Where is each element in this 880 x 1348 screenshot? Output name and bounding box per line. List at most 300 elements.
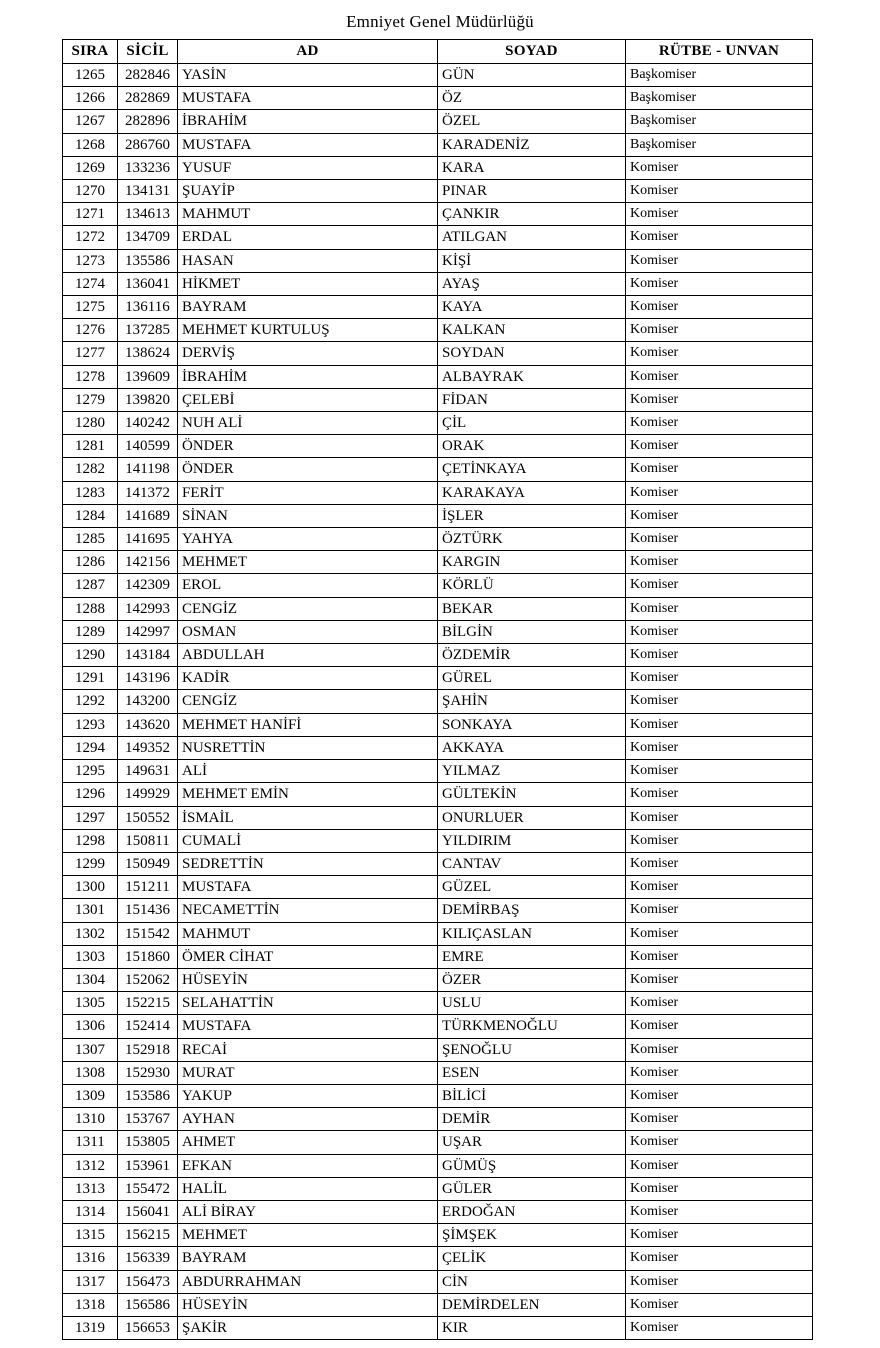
table-row <box>63 644 813 667</box>
cell-ad: EFKAN <box>178 1154 438 1177</box>
cell-sira: 1317 <box>63 1270 118 1293</box>
cell-rutbe: Komiser <box>626 458 813 481</box>
cell-soyad: KARA <box>438 156 626 179</box>
cell-soyad: SONKAYA <box>438 713 626 736</box>
cell-ad: BAYRAM <box>178 1247 438 1270</box>
cell-sira: 1302 <box>63 922 118 945</box>
cell-sicil: 286760 <box>118 133 178 156</box>
cell-soyad: GÜZEL <box>438 876 626 899</box>
cell-ad: MUSTAFA <box>178 876 438 899</box>
cell-sicil: 143620 <box>118 713 178 736</box>
cell-sicil: 156215 <box>118 1224 178 1247</box>
cell-soyad: KILIÇASLAN <box>438 922 626 945</box>
cell-ad: YASİN <box>178 64 438 87</box>
cell-soyad: ERDOĞAN <box>438 1200 626 1223</box>
table-row <box>63 272 813 295</box>
cell-rutbe: Başkomiser <box>626 133 813 156</box>
cell-rutbe: Komiser <box>626 1316 813 1339</box>
cell-rutbe: Komiser <box>626 1270 813 1293</box>
cell-sira: 1279 <box>63 388 118 411</box>
cell-ad: MURAT <box>178 1061 438 1084</box>
cell-sira: 1276 <box>63 319 118 342</box>
cell-sira: 1273 <box>63 249 118 272</box>
cell-ad: ALİ BİRAY <box>178 1200 438 1223</box>
cell-ad: İBRAHİM <box>178 365 438 388</box>
cell-soyad: ÇİL <box>438 412 626 435</box>
cell-ad: İSMAİL <box>178 806 438 829</box>
cell-sicil: 156653 <box>118 1316 178 1339</box>
cell-rutbe: Komiser <box>626 388 813 411</box>
cell-ad: DERVİŞ <box>178 342 438 365</box>
cell-sicil: 152062 <box>118 968 178 991</box>
cell-sicil: 134709 <box>118 226 178 249</box>
cell-sira: 1287 <box>63 574 118 597</box>
cell-soyad: ESEN <box>438 1061 626 1084</box>
cell-sira: 1297 <box>63 806 118 829</box>
cell-ad: RECAİ <box>178 1038 438 1061</box>
cell-sira: 1301 <box>63 899 118 922</box>
column-header-soyad: SOYAD <box>438 40 626 64</box>
table-row <box>63 1061 813 1084</box>
cell-soyad: DEMİR <box>438 1108 626 1131</box>
table-row <box>63 226 813 249</box>
cell-rutbe: Komiser <box>626 876 813 899</box>
cell-ad: MEHMET EMİN <box>178 783 438 806</box>
cell-sira: 1307 <box>63 1038 118 1061</box>
cell-rutbe: Komiser <box>626 528 813 551</box>
cell-ad: EROL <box>178 574 438 597</box>
cell-soyad: GÜLTEKİN <box>438 783 626 806</box>
cell-ad: MEHMET HANİFİ <box>178 713 438 736</box>
cell-rutbe: Komiser <box>626 1247 813 1270</box>
cell-sira: 1290 <box>63 644 118 667</box>
cell-ad: MEHMET KURTULUŞ <box>178 319 438 342</box>
cell-sira: 1292 <box>63 690 118 713</box>
cell-sicil: 152414 <box>118 1015 178 1038</box>
cell-sira: 1318 <box>63 1293 118 1316</box>
cell-soyad: İŞLER <box>438 504 626 527</box>
cell-soyad: ÖZDEMİR <box>438 644 626 667</box>
cell-sira: 1282 <box>63 458 118 481</box>
cell-soyad: YILDIRIM <box>438 829 626 852</box>
cell-sira: 1311 <box>63 1131 118 1154</box>
table-row <box>63 412 813 435</box>
cell-ad: HALİL <box>178 1177 438 1200</box>
cell-sicil: 151436 <box>118 899 178 922</box>
table-row <box>63 806 813 829</box>
cell-ad: MUSTAFA <box>178 133 438 156</box>
cell-rutbe: Komiser <box>626 806 813 829</box>
cell-rutbe: Başkomiser <box>626 87 813 110</box>
cell-ad: CUMALİ <box>178 829 438 852</box>
cell-sicil: 142993 <box>118 597 178 620</box>
cell-soyad: KARADENİZ <box>438 133 626 156</box>
table-header <box>63 40 813 64</box>
table-row <box>63 968 813 991</box>
cell-rutbe: Komiser <box>626 713 813 736</box>
cell-sira: 1286 <box>63 551 118 574</box>
cell-soyad: ŞİMŞEK <box>438 1224 626 1247</box>
cell-sicil: 137285 <box>118 319 178 342</box>
cell-sira: 1313 <box>63 1177 118 1200</box>
cell-sira: 1294 <box>63 736 118 759</box>
cell-sicil: 156473 <box>118 1270 178 1293</box>
cell-rutbe: Komiser <box>626 481 813 504</box>
cell-ad: ŞUAYİP <box>178 180 438 203</box>
cell-sicil: 143184 <box>118 644 178 667</box>
cell-sira: 1283 <box>63 481 118 504</box>
cell-ad: YAKUP <box>178 1084 438 1107</box>
cell-rutbe: Komiser <box>626 644 813 667</box>
column-header-sicil: SİCİL <box>118 40 178 64</box>
cell-rutbe: Komiser <box>626 736 813 759</box>
cell-sira: 1269 <box>63 156 118 179</box>
table-row <box>63 156 813 179</box>
cell-ad: CENGİZ <box>178 690 438 713</box>
cell-rutbe: Komiser <box>626 249 813 272</box>
cell-sicil: 151860 <box>118 945 178 968</box>
cell-rutbe: Komiser <box>626 620 813 643</box>
table-row <box>63 1015 813 1038</box>
cell-sira: 1298 <box>63 829 118 852</box>
cell-sira: 1308 <box>63 1061 118 1084</box>
column-header-ad: AD <box>178 40 438 64</box>
cell-ad: HASAN <box>178 249 438 272</box>
cell-sicil: 134131 <box>118 180 178 203</box>
cell-sicil: 149352 <box>118 736 178 759</box>
cell-ad: NECAMETTİN <box>178 899 438 922</box>
cell-sicil: 156339 <box>118 1247 178 1270</box>
cell-sicil: 136116 <box>118 296 178 319</box>
table-row <box>63 87 813 110</box>
cell-sicil: 152930 <box>118 1061 178 1084</box>
cell-rutbe: Komiser <box>626 1224 813 1247</box>
cell-ad: CENGİZ <box>178 597 438 620</box>
cell-sira: 1265 <box>63 64 118 87</box>
cell-ad: FERİT <box>178 481 438 504</box>
cell-ad: ABDURRAHMAN <box>178 1270 438 1293</box>
table-row <box>63 597 813 620</box>
cell-soyad: CANTAV <box>438 852 626 875</box>
cell-ad: MAHMUT <box>178 922 438 945</box>
cell-soyad: KIR <box>438 1316 626 1339</box>
cell-sicil: 140242 <box>118 412 178 435</box>
cell-sicil: 138624 <box>118 342 178 365</box>
cell-ad: BAYRAM <box>178 296 438 319</box>
cell-soyad: FİDAN <box>438 388 626 411</box>
cell-sicil: 150949 <box>118 852 178 875</box>
cell-rutbe: Komiser <box>626 829 813 852</box>
cell-soyad: ALBAYRAK <box>438 365 626 388</box>
table-row <box>63 1154 813 1177</box>
cell-ad: HÜSEYİN <box>178 968 438 991</box>
table-row <box>63 852 813 875</box>
cell-sicil: 152215 <box>118 992 178 1015</box>
cell-soyad: ÖZEL <box>438 110 626 133</box>
cell-sira: 1281 <box>63 435 118 458</box>
cell-sicil: 156041 <box>118 1200 178 1223</box>
cell-soyad: GÜMÜŞ <box>438 1154 626 1177</box>
cell-soyad: ONURLUER <box>438 806 626 829</box>
cell-soyad: GÜLER <box>438 1177 626 1200</box>
cell-ad: MEHMET <box>178 551 438 574</box>
table-row <box>63 1270 813 1293</box>
cell-sira: 1312 <box>63 1154 118 1177</box>
cell-rutbe: Başkomiser <box>626 110 813 133</box>
table-row <box>63 876 813 899</box>
cell-ad: YAHYA <box>178 528 438 551</box>
cell-ad: MEHMET <box>178 1224 438 1247</box>
cell-sicil: 142156 <box>118 551 178 574</box>
cell-sicil: 140599 <box>118 435 178 458</box>
cell-ad: ÖMER CİHAT <box>178 945 438 968</box>
cell-sicil: 149929 <box>118 783 178 806</box>
cell-soyad: TÜRKMENOĞLU <box>438 1015 626 1038</box>
cell-sicil: 282896 <box>118 110 178 133</box>
cell-ad: ÖNDER <box>178 458 438 481</box>
table-row <box>63 504 813 527</box>
cell-sira: 1285 <box>63 528 118 551</box>
cell-soyad: KARAKAYA <box>438 481 626 504</box>
table-row <box>63 1247 813 1270</box>
cell-soyad: KAYA <box>438 296 626 319</box>
cell-rutbe: Komiser <box>626 945 813 968</box>
cell-sicil: 141198 <box>118 458 178 481</box>
cell-soyad: GÜREL <box>438 667 626 690</box>
cell-soyad: KALKAN <box>438 319 626 342</box>
cell-soyad: DEMİRDELEN <box>438 1293 626 1316</box>
cell-ad: KADİR <box>178 667 438 690</box>
cell-rutbe: Komiser <box>626 1108 813 1131</box>
table-row <box>63 667 813 690</box>
cell-sicil: 149631 <box>118 760 178 783</box>
cell-sicil: 155472 <box>118 1177 178 1200</box>
table-row <box>63 899 813 922</box>
cell-rutbe: Komiser <box>626 574 813 597</box>
cell-sira: 1268 <box>63 133 118 156</box>
table-row <box>63 829 813 852</box>
table-row <box>63 1084 813 1107</box>
cell-sira: 1319 <box>63 1316 118 1339</box>
cell-soyad: PINAR <box>438 180 626 203</box>
cell-rutbe: Komiser <box>626 667 813 690</box>
cell-rutbe: Komiser <box>626 203 813 226</box>
column-header-rutbe: RÜTBE - UNVAN <box>626 40 813 64</box>
cell-soyad: USLU <box>438 992 626 1015</box>
cell-sira: 1310 <box>63 1108 118 1131</box>
cell-sira: 1274 <box>63 272 118 295</box>
cell-sicil: 153805 <box>118 1131 178 1154</box>
cell-ad: MUSTAFA <box>178 87 438 110</box>
cell-sicil: 143200 <box>118 690 178 713</box>
cell-ad: OSMAN <box>178 620 438 643</box>
cell-rutbe: Komiser <box>626 992 813 1015</box>
table-row <box>63 783 813 806</box>
cell-rutbe: Komiser <box>626 1015 813 1038</box>
cell-ad: ÇELEBİ <box>178 388 438 411</box>
cell-rutbe: Komiser <box>626 1131 813 1154</box>
cell-sicil: 135586 <box>118 249 178 272</box>
cell-soyad: AKKAYA <box>438 736 626 759</box>
cell-rutbe: Komiser <box>626 226 813 249</box>
cell-sicil: 141689 <box>118 504 178 527</box>
cell-sira: 1299 <box>63 852 118 875</box>
cell-rutbe: Komiser <box>626 1200 813 1223</box>
cell-sicil: 141695 <box>118 528 178 551</box>
cell-soyad: UŞAR <box>438 1131 626 1154</box>
cell-sira: 1270 <box>63 180 118 203</box>
cell-rutbe: Komiser <box>626 504 813 527</box>
table-row <box>63 319 813 342</box>
cell-sira: 1315 <box>63 1224 118 1247</box>
cell-rutbe: Komiser <box>626 1084 813 1107</box>
cell-rutbe: Komiser <box>626 1177 813 1200</box>
cell-rutbe: Komiser <box>626 435 813 458</box>
table-row <box>63 1224 813 1247</box>
page-title: Emniyet Genel Müdürlüğü <box>346 12 534 31</box>
cell-sira: 1266 <box>63 87 118 110</box>
cell-sicil: 150811 <box>118 829 178 852</box>
personnel-roster-table <box>62 39 813 1340</box>
table-row <box>63 1293 813 1316</box>
cell-sira: 1304 <box>63 968 118 991</box>
cell-sicil: 134613 <box>118 203 178 226</box>
cell-sira: 1289 <box>63 620 118 643</box>
cell-ad: ÖNDER <box>178 435 438 458</box>
cell-soyad: ÇANKIR <box>438 203 626 226</box>
cell-soyad: ÖZER <box>438 968 626 991</box>
cell-sicil: 150552 <box>118 806 178 829</box>
cell-sira: 1314 <box>63 1200 118 1223</box>
cell-rutbe: Komiser <box>626 1293 813 1316</box>
cell-sicil: 139609 <box>118 365 178 388</box>
table-row <box>63 1316 813 1339</box>
cell-sira: 1306 <box>63 1015 118 1038</box>
cell-sira: 1275 <box>63 296 118 319</box>
cell-ad: ABDULLAH <box>178 644 438 667</box>
cell-soyad: ORAK <box>438 435 626 458</box>
cell-soyad: KARGIN <box>438 551 626 574</box>
cell-sira: 1278 <box>63 365 118 388</box>
cell-soyad: GÜN <box>438 64 626 87</box>
table-row <box>63 296 813 319</box>
cell-rutbe: Komiser <box>626 156 813 179</box>
cell-rutbe: Komiser <box>626 852 813 875</box>
cell-rutbe: Komiser <box>626 1061 813 1084</box>
cell-soyad: ŞAHİN <box>438 690 626 713</box>
cell-soyad: KİŞİ <box>438 249 626 272</box>
table-row <box>63 435 813 458</box>
table-row <box>63 922 813 945</box>
cell-rutbe: Komiser <box>626 783 813 806</box>
cell-soyad: EMRE <box>438 945 626 968</box>
table-row <box>63 992 813 1015</box>
cell-rutbe: Komiser <box>626 365 813 388</box>
cell-soyad: ŞENOĞLU <box>438 1038 626 1061</box>
table-row <box>63 249 813 272</box>
table-row <box>63 1131 813 1154</box>
cell-sicil: 133236 <box>118 156 178 179</box>
table-row <box>63 481 813 504</box>
cell-sicil: 142997 <box>118 620 178 643</box>
cell-sira: 1296 <box>63 783 118 806</box>
table-row <box>63 1200 813 1223</box>
cell-sira: 1303 <box>63 945 118 968</box>
table-row <box>63 388 813 411</box>
table-row <box>63 110 813 133</box>
cell-sira: 1288 <box>63 597 118 620</box>
cell-ad: AYHAN <box>178 1108 438 1131</box>
cell-ad: MUSTAFA <box>178 1015 438 1038</box>
table-row <box>63 736 813 759</box>
cell-rutbe: Komiser <box>626 180 813 203</box>
cell-sicil: 136041 <box>118 272 178 295</box>
cell-rutbe: Komiser <box>626 412 813 435</box>
cell-ad: AHMET <box>178 1131 438 1154</box>
table-body <box>63 64 813 1340</box>
table-row <box>63 180 813 203</box>
cell-rutbe: Komiser <box>626 899 813 922</box>
cell-sicil: 282869 <box>118 87 178 110</box>
table-row <box>63 620 813 643</box>
cell-sira: 1272 <box>63 226 118 249</box>
cell-rutbe: Komiser <box>626 551 813 574</box>
table-row <box>63 64 813 87</box>
table-row <box>63 365 813 388</box>
cell-rutbe: Komiser <box>626 272 813 295</box>
table-row <box>63 1038 813 1061</box>
cell-rutbe: Komiser <box>626 690 813 713</box>
table-row <box>63 760 813 783</box>
cell-soyad: CİN <box>438 1270 626 1293</box>
cell-soyad: KÖRLÜ <box>438 574 626 597</box>
cell-sira: 1267 <box>63 110 118 133</box>
cell-sicil: 282846 <box>118 64 178 87</box>
cell-rutbe: Komiser <box>626 968 813 991</box>
cell-sicil: 152918 <box>118 1038 178 1061</box>
cell-soyad: BEKAR <box>438 597 626 620</box>
cell-ad: SELAHATTİN <box>178 992 438 1015</box>
cell-ad: MAHMUT <box>178 203 438 226</box>
cell-sira: 1316 <box>63 1247 118 1270</box>
cell-ad: HÜSEYİN <box>178 1293 438 1316</box>
cell-ad: SEDRETTİN <box>178 852 438 875</box>
cell-sira: 1305 <box>63 992 118 1015</box>
cell-ad: NUSRETTİN <box>178 736 438 759</box>
table-row <box>63 203 813 226</box>
cell-sira: 1284 <box>63 504 118 527</box>
cell-rutbe: Komiser <box>626 922 813 945</box>
table-row <box>63 945 813 968</box>
table-row <box>63 528 813 551</box>
table-row <box>63 1108 813 1131</box>
cell-soyad: AYAŞ <box>438 272 626 295</box>
table-row <box>63 1177 813 1200</box>
cell-sira: 1291 <box>63 667 118 690</box>
cell-ad: ERDAL <box>178 226 438 249</box>
table-row <box>63 133 813 156</box>
cell-soyad: BİLGİN <box>438 620 626 643</box>
cell-sicil: 151211 <box>118 876 178 899</box>
cell-ad: NUH ALİ <box>178 412 438 435</box>
cell-sicil: 156586 <box>118 1293 178 1316</box>
cell-sicil: 142309 <box>118 574 178 597</box>
table-row <box>63 690 813 713</box>
cell-sira: 1271 <box>63 203 118 226</box>
cell-rutbe: Komiser <box>626 319 813 342</box>
cell-ad: HİKMET <box>178 272 438 295</box>
cell-soyad: SOYDAN <box>438 342 626 365</box>
